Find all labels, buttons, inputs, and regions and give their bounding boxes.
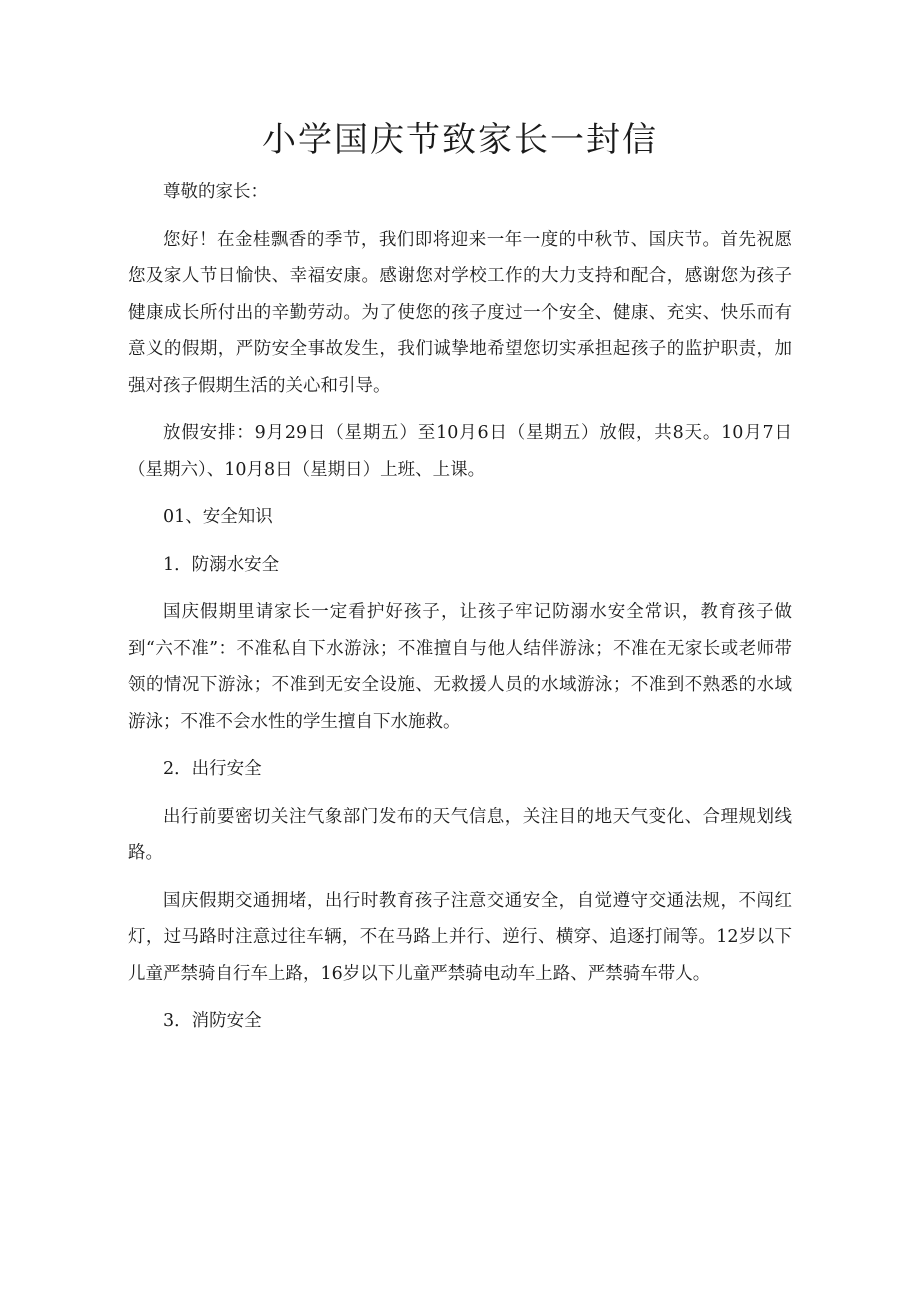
- item-heading: 1．防溺水安全: [163, 554, 280, 575]
- body-paragraph: 放假安排：9月29日（星期五）至10月6日（星期五）放假，共8天。10月7日（星期六）、10月8日（星期日）上班、上课。: [128, 423, 792, 480]
- item-heading: 2．出行安全: [163, 759, 262, 779]
- body-paragraph: 出行前要密切关注气象部门发布的天气信息，关注目的地天气变化、合理规划线路。: [128, 806, 792, 863]
- section-heading: 01、安全知识: [163, 507, 273, 527]
- body-paragraph: 您好！在金桂飘香的季节，我们即将迎来一年一度的中秋节、国庆节。首先祝愿您及家人节日愉快、幸福安康。感谢您对学校工作的大力支持和配合，感谢您为孩子健康成长所付出的辛勤劳动。为了使您的孩子度过一个安全、健康、充实、快乐而有意义的假期，严防安全事故发生，我们诚挚地希望您切实承担起孩子的监护职责，加强对孩子假期生活的关心和引导。: [128, 229, 792, 396]
- item-heading: 3．消防安全: [163, 1011, 262, 1031]
- salutation: 尊敬的家长：: [163, 182, 268, 202]
- body-paragraph: 国庆假期交通拥堵，出行时教育孩子注意交通安全，自觉遵守交通法规，不闯红灯，过马路时注意过往车辆，不在马路上并行、逆行、横穿、追逐打闹等。12岁以下儿童严禁骑自行车上路，16岁以下儿童严禁骑电动车上路、严禁骑车带人。: [128, 890, 792, 984]
- document-title: 小学国庆节致家长一封信: [262, 120, 658, 160]
- body-paragraph: 国庆假期里请家长一定看护好孩子，让孩子牢记防溺水安全常识，教育孩子做到“六不准”：不准私自下水游泳；不准擅自与他人结伴游泳；不准在无家长或老师带领的情况下游泳；不准到无安全设施、无救援人员的水域游泳；不准到不熟悉的水域游泳；不准不会水性的学生擅自下水施救。: [128, 602, 792, 732]
- document-body: [128, 174, 792, 1051]
